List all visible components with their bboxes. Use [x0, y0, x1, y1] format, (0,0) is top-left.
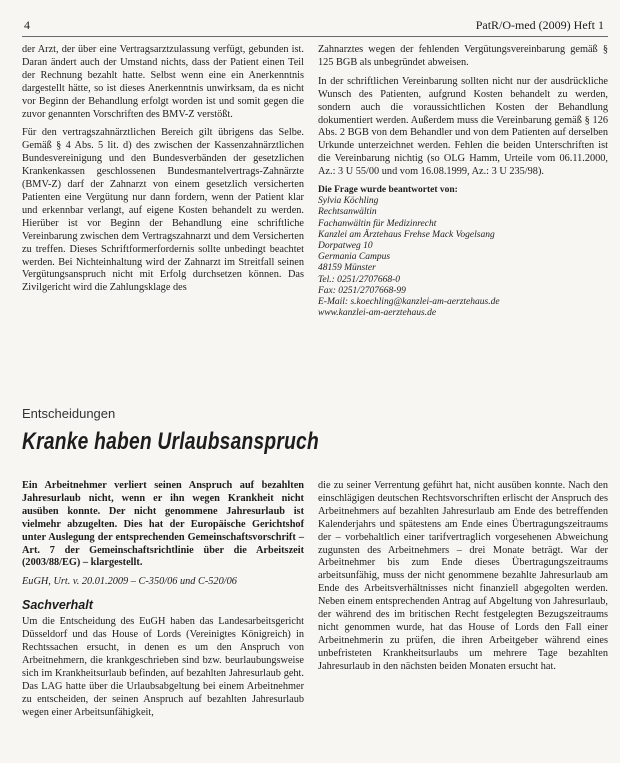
paragraph: Zahnarztes wegen der fehlenden Vergütungsvereinbarung gemäß § 125 BGB als unbegründet abweisen. — [318, 44, 608, 68]
email-link[interactable]: E-Mail: s.koechling@kanzlei-am-aerztehaus.de — [318, 297, 500, 308]
article-lead: Ein Arbeitnehmer verliert seinen Anspruch auf bezahlten Jahresurlaub nicht, wenn er ihn wegen Krankheit nicht ausüben konnte. Der nicht genommene Jahresurlaub ist vielmehr abzugelten. Dies hat der Europäische Gerichtshof unter Auslegung der entsprechenden Gemeinschaftsvorschrift – Art. 7 der Gemeinschaftsrichtlinie über die Arbeitszeit (2003/88/EG) – klargestellt. — [22, 480, 304, 569]
contact-title: Die Frage wurde beantwortet von: — [318, 185, 458, 196]
header-rule — [22, 36, 608, 37]
contact-line: Sylvia Köchling — [318, 196, 379, 207]
top-right-column — [318, 44, 608, 320]
section-label: Entscheidungen — [22, 406, 116, 421]
contact-line: Rechtsanwältin — [318, 207, 377, 218]
paragraph: die zu seiner Verrentung geführt hat, nicht ausüben konnte. Nach den einschlägigen deutschen Rechtsvorschriften erlischt der Anspruch des Arbeitnehmers auf bezahlten Jahresurlaub am Ende des betreffenden Kalenderjahrs und spätestens am Ende eines Übertragungszeitraums der – vorbehaltlich einer tarifvertraglich vorgesehenen Abweichung zugunsten des Arbeitnehmers – drei Monate beträgt. War der Arbeitnehmer bis zum Ende dieses Übertragungszeitraums arbeitsunfähig, muss der nicht genommene bezahlte Jahresurlaub am Ende des Arbeitsverhältnisses nicht finanziell abgegolten werden. Neben einem entsprechenden Antrag auf Abgeltung von Jahresurlaub, der während des im britischen Recht festgelegten Bezugszeitraums nicht genommen wurde, hat das House of Lords den Fall einer Arbeitnehmerin zu prüfen, die ihren Arbeitgeber während eines unbefristeten Krankheitsurlaubs um mehrere Tage bezahlten Jahresurlaub in den nächsten beiden Monaten ersucht hat. — [318, 480, 608, 672]
paragraph: Um die Entscheidung des EuGH haben das Landesarbeitsgericht Düsseldorf und das House of Lords (Vereinigtes Königreich) in Rechtssachen ersucht, in denen es um den Anspruch von Arbeitnehmern, die krankgeschrieben sind bzw. beurlaubungsweise sich im Krankheitsurlaub befinden, auf bezahlten Jahresurlaub geht. Das LAG hatte über die Urlaubsabgeltung bei einem Arbeitnehmer zu entscheiden, der seinen Anspruch auf bezahlten Jahresurlaub wegen einer Arbeitsunfähigkeit, — [22, 616, 304, 718]
contact-line: Fax: 0251/2707668-99 — [318, 285, 406, 296]
citation: EuGH, Urt. v. 20.01.2009 – C-350/06 und C-520/06 — [22, 576, 237, 588]
subheading: Sachverhalt — [22, 598, 93, 613]
contact-line: Fachanwältin für Medizinrecht — [318, 218, 437, 229]
contact-line: Kanzlei am Ärztehaus Frehse Mack Vogelsang — [318, 229, 495, 240]
article-title: Kranke haben Urlaubsanspruch — [22, 428, 319, 455]
contact-line: Tel.: 0251/2707668-0 — [318, 274, 400, 285]
paragraph: Für den vertragszahnärztlichen Bereich gilt übrigens das Selbe. Gemäß § 4 Abs. 5 lit. d) des zwischen der Kassenzahnärztlichen Bundesvereinigung und den Bundesverbänden der gesetzlichen Krankenkassen geschlossenen Bundesmantelvertrags-Zahnärzte (BMV-Z) darf der Zahnarzt von einem gesetzlich versicherten Patienten eine Vergütung nur dann fordern, wenn der Patient klar und erkennbar verlangt, auf eigene Kosten behandelt zu werden. Hierüber ist vor Beginn der Behandlung eine schriftliche Vereinbarung zwischen dem Vertragszahnarzt und dem Versicherten zu treffen. Dieses Schriftformerfordernis sollte unbedingt beachtet werden. Bei Nichteinhaltung wird der Zahnarzt im Streitfall seinen Vergütungsanspruch nicht mit Erfolg durchsetzen können. Das Zivilgericht wird die Zahlungsklage des — [22, 127, 304, 294]
paragraph: der Arzt, der über eine Vertragsarztzulassung verfügt, gebunden ist. Daran ändert auch der Umstand nichts, dass der Patient einen Teil der Rechnung bezahlt hatte. Selbst wenn eine ein Anerkenntnis dargestellt hätte, so ist dieses Anerkenntnis unwirksam, da es nicht vor Beginn der Behandlung erfolgt worden ist und somit gegen die zuvor genannten Vorschriften des BMV-Z verstößt. — [22, 44, 304, 120]
journal-header: PatR/O-med (2009) Heft 1 — [475, 18, 604, 32]
contact-line: Dorpatweg 10 — [318, 241, 373, 252]
bottom-right-column — [318, 480, 608, 680]
bottom-left-column — [22, 480, 304, 725]
contact-block — [318, 185, 608, 319]
paragraph: In der schriftlichen Vereinbarung sollten nicht nur der ausdrückliche Wunsch des Patienten, aufgrund Kosten behandelt zu werden, sondern auch die voraussichtlichen Kosten der Behandlung dokumentiert werden. Außerdem muss die Vereinbarung gemäß § 126 Abs. 2 BGB von dem Behandler und von dem Patienten auf derselben Urkunde unterzeichnet werden. Fehlen die beiden Unterschriften ist die Vereinbarung nichtig (so OLG Hamm, Urteile vom 06.11.2000, Az.: 3 U 55/00 und vom 16.08.1999, Az.: 3 U 235/98). — [318, 75, 608, 178]
page-number: 4 — [24, 18, 30, 32]
website-link[interactable]: www.kanzlei-am-aerztehaus.de — [318, 308, 437, 319]
contact-line: Germania Campus — [318, 252, 391, 263]
top-left-column — [22, 44, 304, 301]
contact-line: 48159 Münster — [318, 263, 376, 274]
